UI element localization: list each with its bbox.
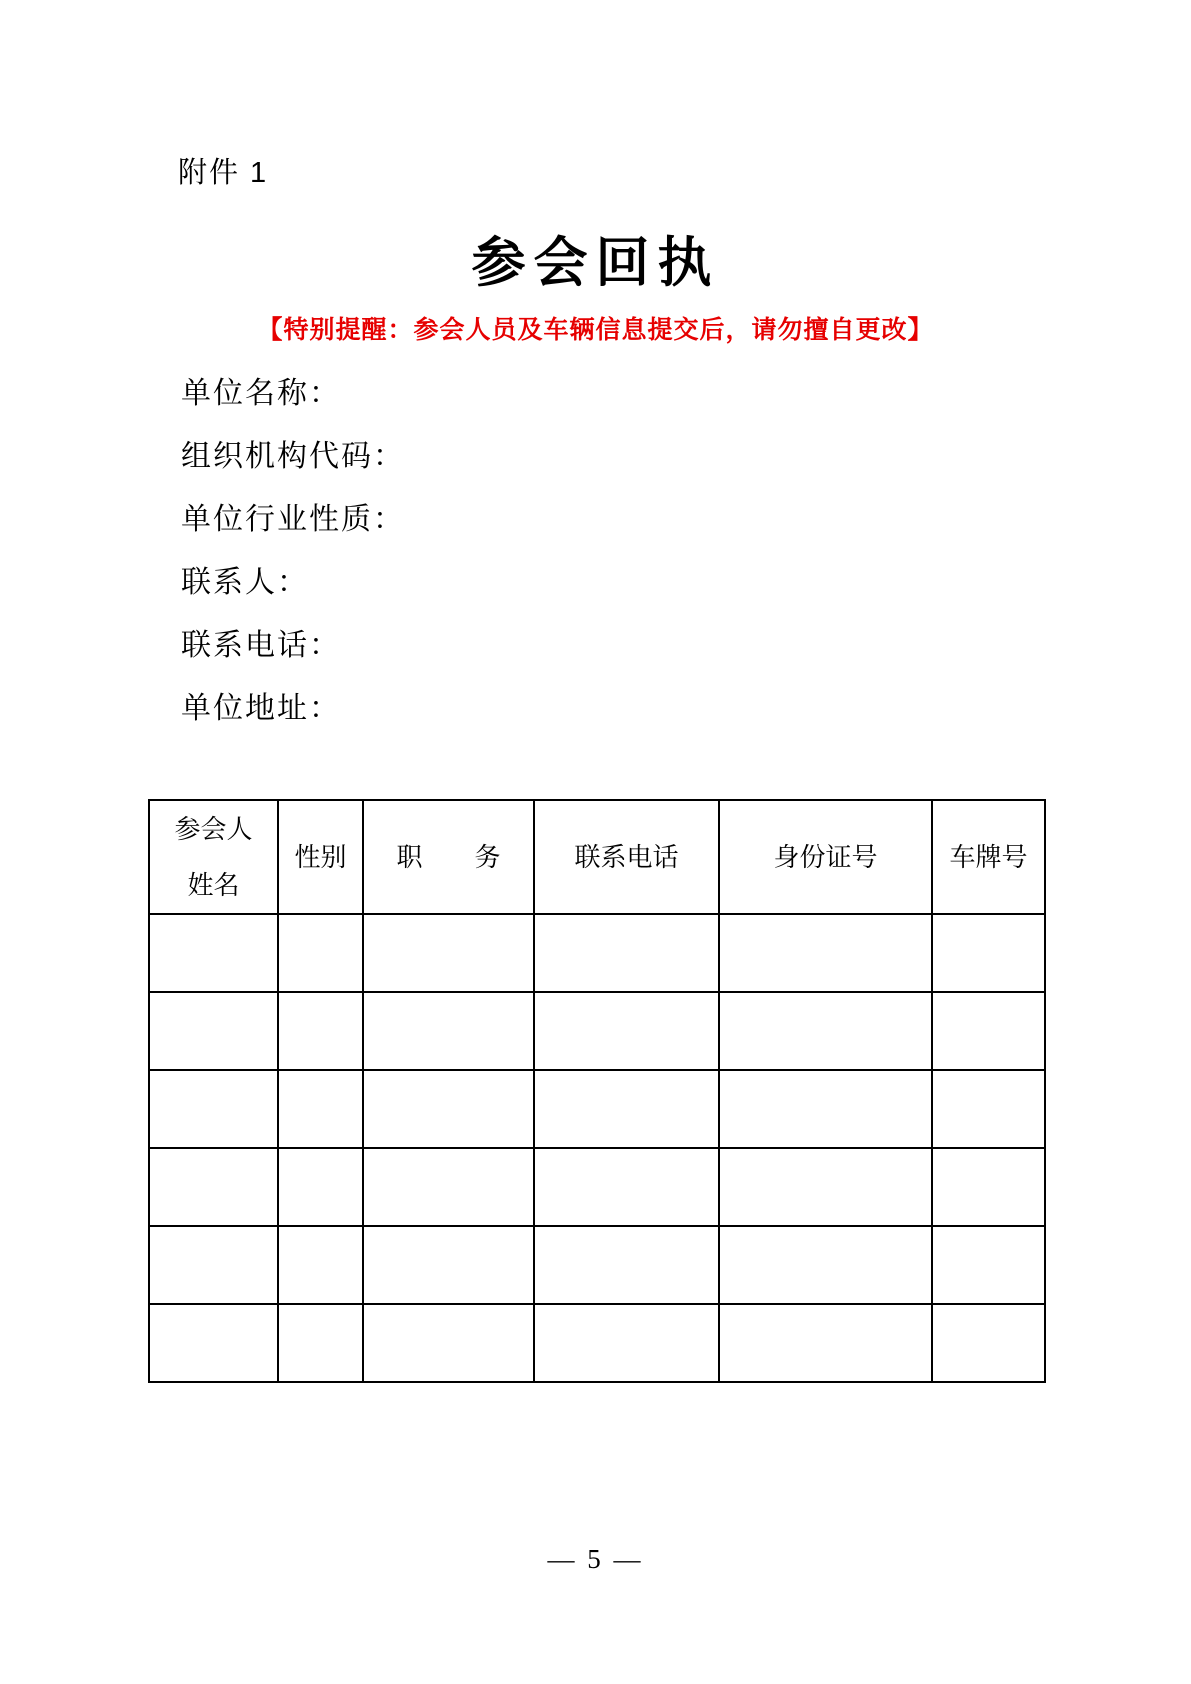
table-header-cell [534, 800, 719, 914]
table-cell-empty [363, 1226, 534, 1304]
page-number: — 5 — [547, 1544, 644, 1574]
table-header-cell [278, 800, 363, 914]
attachment-label: 附件 1 [178, 157, 269, 189]
table-header-text: 联系电话 [574, 842, 679, 872]
notice-text: 【特别提醒：参会人员及车辆信息提交后，请勿擅自更改】 [257, 316, 934, 344]
table-cell-empty [278, 914, 363, 992]
table-header-text: 姓名 [187, 870, 240, 900]
page-title: 参会回执 [471, 233, 720, 293]
form-field-list [181, 362, 405, 740]
table-cell-empty [363, 914, 534, 992]
table-cell-empty [932, 1148, 1045, 1226]
table-cell-empty [149, 1304, 278, 1382]
table-cell-empty [534, 914, 719, 992]
table-cell-empty [932, 1070, 1045, 1148]
table-cell-empty [149, 1070, 278, 1148]
table-cell-empty [534, 1070, 719, 1148]
table-row [149, 914, 1045, 992]
table-cell-empty [719, 1304, 932, 1382]
table-cell-empty [278, 992, 363, 1070]
table-cell-empty [719, 1148, 932, 1226]
table-header-text: 车牌号 [949, 842, 1028, 872]
table-cell-empty [278, 1304, 363, 1382]
form-field-label: 组织机构代码： [181, 440, 405, 473]
table-row [149, 992, 1045, 1070]
table-row [149, 1304, 1045, 1382]
table-cell-empty [278, 1070, 363, 1148]
table-cell-empty [932, 914, 1045, 992]
attendee-table [148, 799, 1046, 1383]
table-header-cell [149, 800, 278, 914]
table-cell-empty [534, 1226, 719, 1304]
table-cell-empty [363, 992, 534, 1070]
form-field-label: 单位地址： [181, 692, 341, 725]
table-header-text: 参会人 [174, 814, 253, 844]
table-cell-empty [534, 1148, 719, 1226]
table-cell-empty [932, 1304, 1045, 1382]
table-cell-empty [719, 1070, 932, 1148]
table-cell-empty [278, 1148, 363, 1226]
table-cell-empty [149, 1148, 278, 1226]
table-cell-empty [149, 992, 278, 1070]
table-cell-empty [719, 1226, 932, 1304]
table-header-text: 身份证号 [773, 842, 878, 872]
table-cell-empty [149, 914, 278, 992]
table-cell-empty [363, 1304, 534, 1382]
table-cell-empty [534, 992, 719, 1070]
table-cell-empty [363, 1070, 534, 1148]
table-cell-empty [363, 1148, 534, 1226]
table-header-cell [363, 800, 534, 914]
table-header-text: 性别 [294, 842, 347, 872]
table-row [149, 1226, 1045, 1304]
table-cell-empty [719, 992, 932, 1070]
table-cell-empty [534, 1304, 719, 1382]
form-field-label: 单位行业性质： [181, 503, 405, 536]
table-row [149, 1070, 1045, 1148]
table-header-cell [932, 800, 1045, 914]
form-field-label: 单位名称： [181, 377, 341, 410]
table-row [149, 1148, 1045, 1226]
table-cell-empty [719, 914, 932, 992]
form-field-label: 联系人： [181, 566, 309, 599]
form-field-label: 联系电话： [181, 629, 341, 662]
table-header-text: 职 务 [396, 842, 501, 872]
table-cell-empty [932, 1226, 1045, 1304]
table-cell-empty [932, 992, 1045, 1070]
table-cell-empty [149, 1226, 278, 1304]
table-header-cell [719, 800, 932, 914]
table-cell-empty [278, 1226, 363, 1304]
table-header-row [149, 800, 1045, 914]
